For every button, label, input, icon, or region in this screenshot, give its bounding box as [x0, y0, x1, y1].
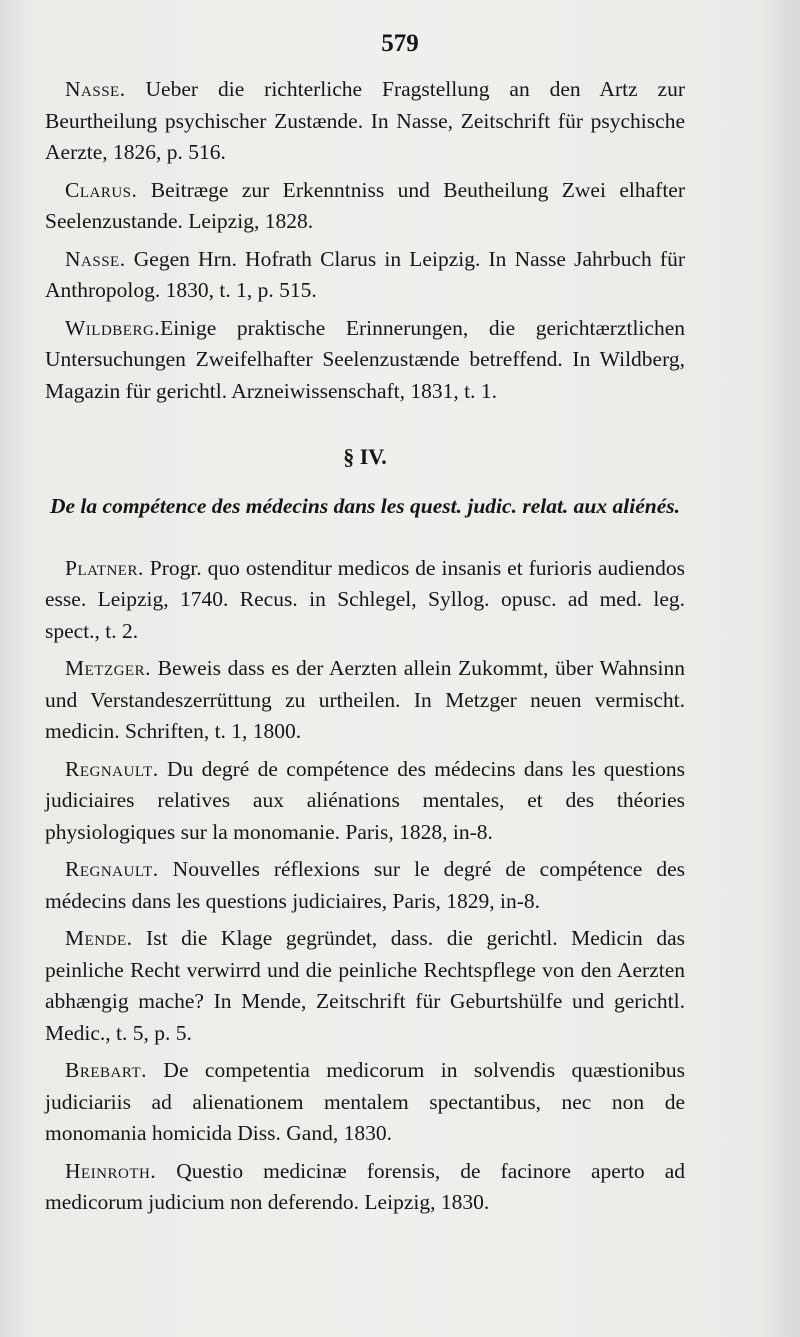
entry-author: Regnault. [65, 857, 159, 881]
bibliography-entry [45, 74, 685, 169]
entry-author: Nasse. [65, 246, 126, 271]
entry-author: Brebart. [65, 1058, 147, 1082]
bibliography-entry [45, 313, 685, 408]
entry-text: Questio medicinæ forensis, de facinore aperto ad medicorum judicium non deferendo. Leipzig, 1830. [45, 1158, 685, 1214]
bibliography-entry [45, 1055, 685, 1150]
bibliography-entry [45, 1156, 685, 1219]
entry-author: Platner. [65, 555, 144, 580]
entry-text: Progr. quo ostenditur medicos de insanis et furioris audiendos esse. Leipzig, 1740. Recus. in Schlegel, Syllog. opusc. ad med. leg. spect., t. 2. [45, 555, 685, 643]
bibliography-entry [45, 244, 685, 307]
bibliography-entry [45, 653, 685, 748]
entry-text: Ueber die richterliche Fragstellung an den Artz zur Beurtheilung psychischer Zustænde. In Nasse, Zeitschrift für psychische Aerzte, 1826, p. 516. [45, 77, 685, 164]
entry-author: Wildberg. [65, 315, 161, 340]
entry-author: Mende. [65, 926, 133, 950]
entry-text: Einige praktische Erinnerungen, die gerichtærztlichen Untersuchungen Zweifelhafter Seelenzustænde betreffend. In Wildberg, Magazin für gerichtl. Arzneiwissenschaft, 1831, t. 1. [45, 315, 685, 403]
section-title: De la compétence des médecins dans les quest. judic. relat. aux aliénés. [49, 493, 680, 518]
entry-text: De competentia medicorum in solvendis quæstionibus judiciariis ad alienationem mentalem spectantibus, nec non de monomania homicida Diss. Gand, 1830. [45, 1058, 685, 1145]
page-number: 579 [381, 30, 419, 57]
page-content [45, 74, 685, 1225]
entry-author: Heinroth. [65, 1158, 157, 1183]
entry-text: Beitræge zur Erkenntniss und Beutheilung Zwei elhafter Seelenzustande. Leipzig, 1828. [45, 177, 685, 233]
entry-text: Ist die Klage gegründet, dass. die gerichtl. Medicin das peinliche Recht verwirrd und die peinliche Rechtspflege von den Aerzten abhængig mache? In Mende, Zeitschrift für Geburtshülfe und gerichtl. Medic., t. 5, p. 5. [45, 926, 685, 1045]
bibliography-entry [45, 923, 685, 1049]
entry-text: Nouvelles réflexions sur le degré de compétence des médecins dans les questions judiciaires, Paris, 1829, in-8. [45, 857, 685, 913]
bibliography-entry [45, 854, 685, 917]
entry-author: Clarus. [65, 177, 138, 202]
bibliography-entry [45, 754, 685, 849]
bibliography-entry [45, 553, 685, 648]
section-number: § IV. [343, 444, 387, 469]
entry-text: Gegen Hrn. Hofrath Clarus in Leipzig. In Nasse Jahrbuch für Anthropolog. 1830, t. 1, p. 515. [45, 246, 685, 302]
bibliography-entry [45, 175, 685, 238]
entry-author: Metzger. [65, 656, 151, 680]
entry-text: Beweis dass es der Aerzten allein Zukommt, über Wahnsinn und Verstandeszerrüttung zu urtheilen. In Metzger neuen vermischt. medicin. Schriften, t. 1, 1800. [45, 656, 685, 743]
entry-text: Du degré de compétence des médecins dans les questions judiciaires relatives aux aliénations mentales, et des théories physiologiques sur la monomanie. Paris, 1828, in-8. [45, 756, 685, 844]
entry-author: Regnault. [65, 756, 159, 781]
entry-author: Nasse. [65, 77, 126, 101]
